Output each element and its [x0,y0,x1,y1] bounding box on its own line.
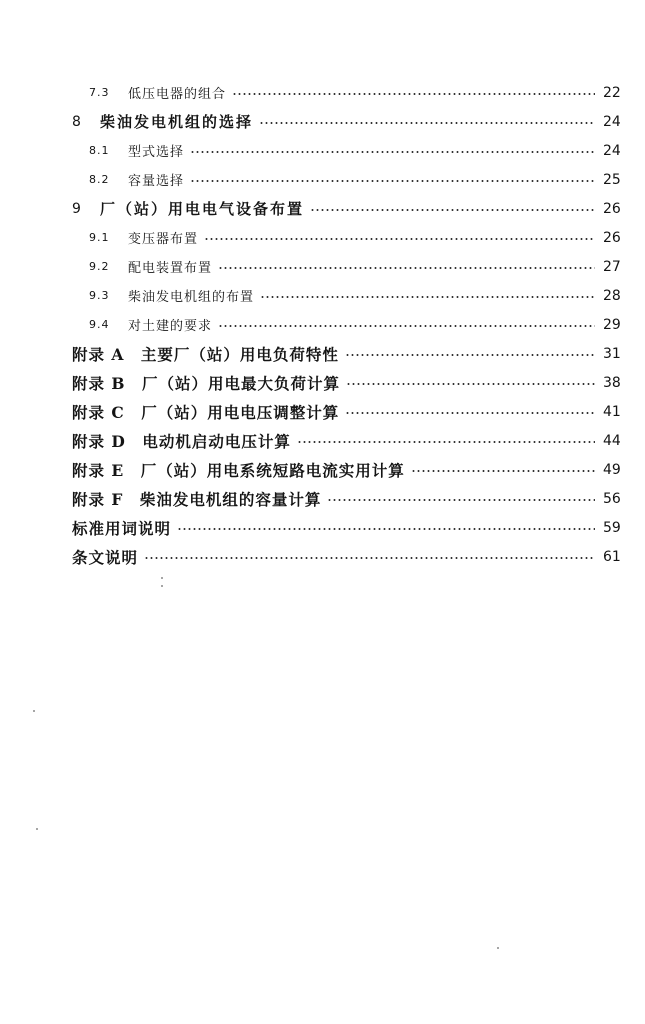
toc-entry-appendix-d[interactable] [0,426,645,455]
page-number: 22 [603,84,621,101]
dot-leader [260,296,595,298]
toc-entry-8[interactable] [0,107,645,136]
section-title: 柴油发电机组的布置 [128,290,255,305]
toc-entry-appendix-b[interactable] [0,368,645,397]
section-title: 变压器布置 [128,232,199,247]
chapter-number: 9 [72,200,81,217]
page-number: 41 [603,403,621,420]
page-number: 27 [603,258,621,275]
page-number: 56 [603,490,621,507]
section-title: 配电装置布置 [128,261,213,276]
page-number: 49 [603,461,621,478]
toc-entry-8-2[interactable] [0,165,645,194]
scan-speck [33,710,35,712]
dot-leader [218,267,595,269]
page-number: 24 [603,113,621,130]
toc-entry-9-3[interactable] [0,281,645,310]
section-number: 8.2 [89,173,110,186]
section-title: 型式选择 [128,145,185,160]
toc-entry-appendix-f[interactable] [0,484,645,513]
appendix-title: 附录 F 柴油发电机组的容量计算 [72,489,322,509]
dot-leader [177,528,595,530]
scan-speck [36,828,38,830]
page-number: 28 [603,287,621,304]
toc-entry-8-1[interactable] [0,136,645,165]
dot-leader [218,325,595,327]
toc-entry-9[interactable] [0,194,645,223]
toc-entry-appendix-c[interactable] [0,397,645,426]
dot-leader [144,557,595,559]
toc-entry-9-4[interactable] [0,310,645,339]
section-number: 9.2 [89,260,110,273]
section-number: 7.3 [89,86,110,99]
page-number: 25 [603,171,621,188]
page-number: 29 [603,316,621,333]
appendix-title: 附录 C 厂（站）用电电压调整计算 [72,402,340,422]
toc-entry-appendix-e[interactable] [0,455,645,484]
page-number: 26 [603,229,621,246]
chapter-title: 厂（站）用电电气设备布置 [100,200,305,218]
dot-leader [310,209,595,211]
toc-entry-7-3[interactable] [0,78,645,107]
page-number: 61 [603,548,621,565]
section-title: 低压电器的组合 [128,87,227,102]
dot-leader [345,412,595,414]
dot-leader [345,354,595,356]
appendix-title: 附录 D 电动机启动电压计算 [72,431,291,451]
entry-title: 标准用词说明 [72,518,172,538]
dot-leader [346,383,595,385]
dot-leader [204,238,595,240]
dot-leader [190,151,595,153]
page-number: 26 [603,200,621,217]
appendix-title: 附录 B 厂（站）用电最大负荷计算 [72,373,340,393]
scan-speck [161,585,163,587]
toc-entry-article-explanation[interactable] [0,542,645,571]
appendix-title: 附录 A 主要厂（站）用电负荷特性 [72,344,339,364]
scan-speck [497,947,499,949]
section-number: 9.4 [89,318,110,331]
chapter-number: 8 [72,113,81,130]
dot-leader [327,499,595,501]
page-number: 24 [603,142,621,159]
dot-leader [297,441,595,443]
table-of-contents [0,78,645,571]
page-number: 59 [603,519,621,536]
section-title: 容量选择 [128,174,185,189]
dot-leader [259,122,595,124]
section-number: 9.3 [89,289,110,302]
section-title: 对土建的要求 [128,319,213,334]
dot-leader [232,93,595,95]
dot-leader [411,470,595,472]
toc-entry-9-1[interactable] [0,223,645,252]
page-number: 38 [603,374,621,391]
chapter-title: 柴油发电机组的选择 [100,113,254,131]
appendix-title: 附录 E 厂（站）用电系统短路电流实用计算 [72,460,405,480]
section-number: 9.1 [89,231,110,244]
toc-entry-standard-terms[interactable] [0,513,645,542]
scan-speck [161,577,163,579]
toc-entry-appendix-a[interactable] [0,339,645,368]
section-number: 8.1 [89,144,110,157]
page-number: 31 [603,345,621,362]
entry-title: 条文说明 [72,547,139,567]
toc-entry-9-2[interactable] [0,252,645,281]
page-number: 44 [603,432,621,449]
dot-leader [190,180,595,182]
